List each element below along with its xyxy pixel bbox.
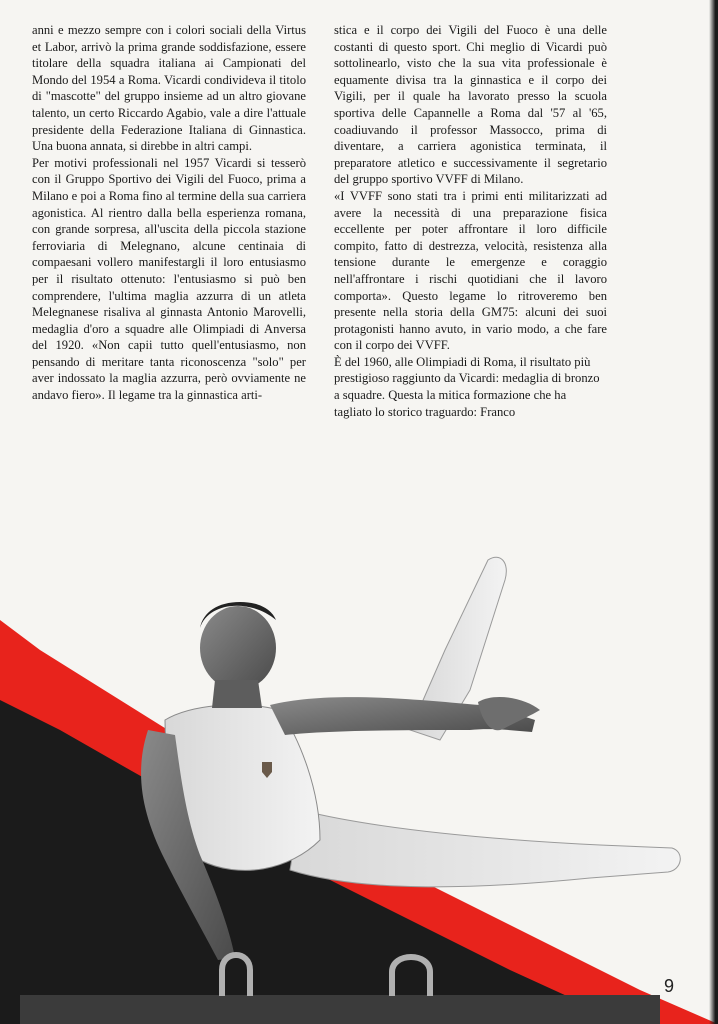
paragraph: Per motivi professionali nel 1957 Vicardi si tesserò con il Gruppo Sportivo dei Vigili del Fuoco, prima a Milano e poi a Roma fino al termine della sua carriera agonistica. Al rientro dalla bella esperienza romana, con grande sorpresa, all'uscita della piccola stazione ferroviaria di Melegnano, alcune centinaia di compaesani vollero manifestargli il loro entusiasmo per il risultato ottenuto: l'entusiasmo si può ben comprendere, l'ultima maglia azzurra di un atleta Melegnanese risaliva al ginnasta Antonio Marovelli, medaglia d'oro a squadre alle Olimpiadi di Anversa del 1920. «Non capii tutto quell'entusiasmo, non pensando di meritare tanta riconoscenza "solo" per aver indossato la maglia azzurra, però ovviamente ne andavo fiero». Il legame tra la ginnastica arti- xyxy=(32,155,306,403)
gymnast-pommel-horse-photo xyxy=(0,540,718,1024)
text-column-right xyxy=(334,22,607,420)
page-edge-shadow xyxy=(709,0,718,1024)
paragraph: stica e il corpo dei Vigili del Fuoco è una delle costanti di questo sport. Chi meglio di Vicardi può sottolinearlo, visto che la sua vita professionale è equamente divisa tra la ginnastica e il corpo dei Vigili, per il quale ha lavorato presso la scuola sportiva delle Capannelle a Roma dal '57 al '65, coadiuvando il professor Massocco, prima di diventare, a carriera agonistica terminata, il preparatore atletico e successivamente il segretario del gruppo sportivo VVFF di Milano. xyxy=(334,23,607,187)
page-number: 9 xyxy=(663,976,674,996)
paragraph: anni e mezzo sempre con i colori sociali della Virtus et Labor, arrivò la prima grande soddisfazione, essere titolare della squadra italiana ai Campionati del Mondo del 1954 a Roma. Vicardi condivideva il titolo di "mascotte" del gruppo insieme ad un altro giovane talento, un certo Riccardo Agabio, vale a dire l'attuale presidente della Federazione Italiana di Ginnastica. Una buona annata, si direbbe in altri campi. xyxy=(32,23,306,154)
paragraph: «I VVFF sono stati tra i primi enti militarizzati ad avere la necessità di una preparazione fisica eccellente per poter affrontare il loro difficile compito, fatto di destrezza, velocità, resistenza alla tensione durante le emergenze e coraggio nell'affrontare i rischi quotidiani che il lavoro comporta». Questo legame lo ritroveremo ben presente nella storia della GM75: alcuni dei suoi protagonisti hanno avuto, in vario modo, a che fare con il corpo dei VVFF. xyxy=(334,188,607,353)
paragraph: È del 1960, alle Olimpiadi di Roma, il risultato più prestigioso raggiunto da Vicardi: medaglia di bronzo a squadre. Questa la mitica formazione che ha tagliato lo storico traguardo: Franco xyxy=(334,354,600,419)
text-column-left xyxy=(32,22,306,404)
